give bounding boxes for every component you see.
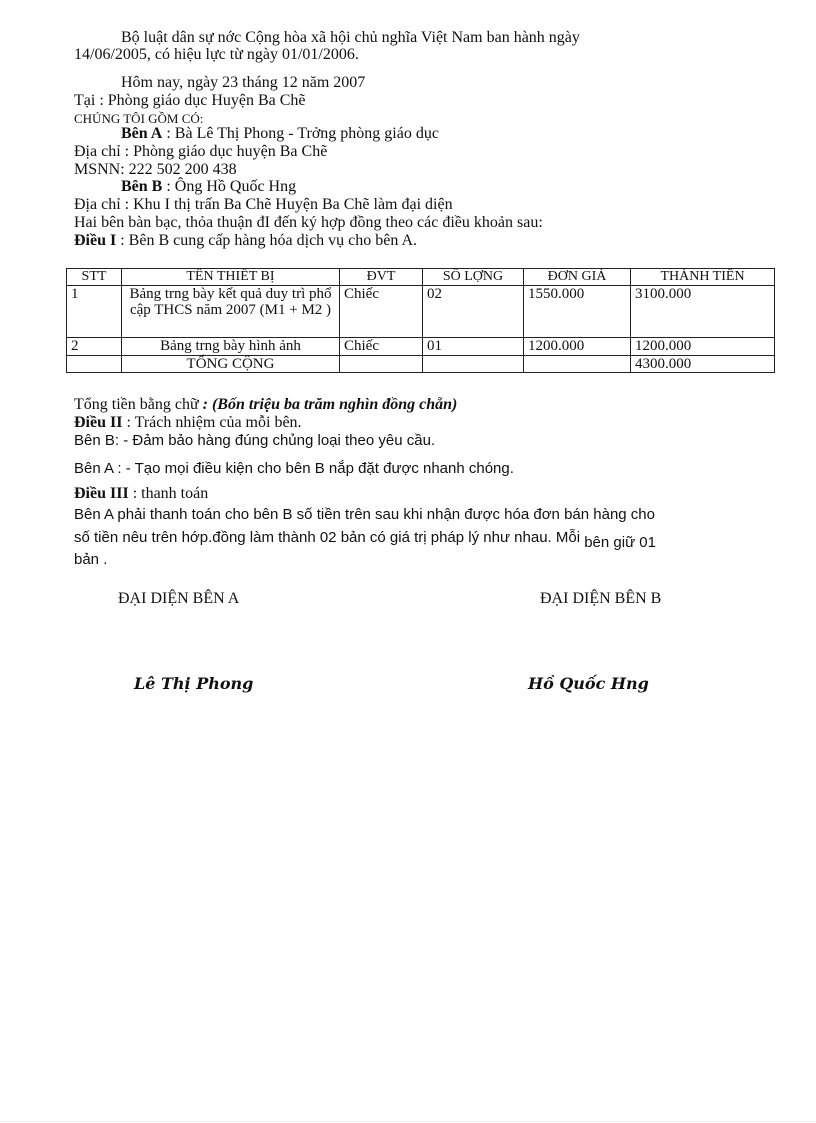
header-total: THÀNH TIỀN: [631, 269, 775, 286]
party-a-address: Địa chỉ : Phòng giáo dục huyện Ba Chẽ: [74, 143, 328, 160]
header-qty: SỐ LỢNG: [423, 269, 524, 286]
rep-a-name: Lê Thị Phong: [134, 674, 254, 693]
party-a-text: : Bà Lê Thị Phong - Trởng phòng giáo dục: [162, 125, 439, 142]
total-label: TỔNG CỘNG: [122, 356, 340, 373]
agreement-line: Hai bên bàn bạc, thỏa thuận đI đến ký hợp đồng theo các điều khoản sau:: [74, 214, 543, 231]
article-1-text: : Bên B cung cấp hàng hóa dịch vụ cho bên A.: [116, 232, 418, 249]
cell-price: 1200.000: [524, 338, 631, 356]
article-1-label: Điều I: [74, 232, 117, 249]
party-b-address: Địa chỉ : Khu I thị trấn Ba Chẽ Huyện Ba Chẽ làm đại diện: [74, 196, 453, 213]
cell-empty: [340, 356, 423, 373]
total-value: 4300.000: [631, 356, 775, 373]
article-3-label: Điều III: [74, 485, 129, 502]
cell-empty: [423, 356, 524, 373]
cell-total: 3100.000: [631, 286, 775, 338]
cell-empty: [67, 356, 122, 373]
party-a-line: [121, 125, 439, 142]
table-header-row: [67, 269, 775, 286]
party-b-text: : Ông Hồ Quốc Hng: [162, 178, 297, 195]
cell-empty: [524, 356, 631, 373]
table-total-row: [67, 356, 775, 373]
place-line: Tại : Phòng giáo dục Huyện Ba Chẽ: [74, 92, 306, 109]
date-line: Hôm nay, ngày 23 tháng 12 năm 2007: [121, 74, 366, 91]
goods-table: [66, 268, 775, 373]
amount-words-prefix: Tổng tiền bằng chữ: [74, 396, 199, 413]
party-b-line: [121, 178, 296, 195]
rep-b-title: ĐẠI DIỆN BÊN B: [540, 590, 662, 607]
party-b-duty: Bên B: - Đảm bảo hàng đúng chủng loại theo yêu cầu.: [74, 432, 436, 449]
payment-line-2a: số tiền nêu trên hớp.đồng làm thành 02 bản có giá trị pháp lý như nhau. Mỗi: [74, 529, 581, 546]
cell-unit: Chiếc: [340, 338, 423, 356]
article-2-label: Điều II: [74, 414, 123, 431]
article-3: [74, 485, 208, 502]
cell-total: 1200.000: [631, 338, 775, 356]
article-2-text: : Trách nhiệm của mỗi bên.: [122, 414, 302, 431]
cell-name: Bảng trng bày hình ảnh: [122, 338, 340, 356]
amount-words: [74, 396, 457, 413]
table-row: [67, 286, 775, 338]
header-unit: ĐVT: [340, 269, 423, 286]
article-3-text: : thanh toán: [128, 485, 209, 502]
payment-line-1: Bên A phải thanh toán cho bên B số tiền trên sau khi nhận được hóa đơn bán hàng cho: [74, 506, 655, 523]
cell-qty: 01: [423, 338, 524, 356]
cell-name: Bảng trng bày kết quả duy trì phổ cập THCS năm 2007 (M1 + M2 ): [122, 286, 340, 338]
payment-line-3: bản .: [74, 551, 108, 568]
payment-line-2: [74, 529, 656, 551]
header-stt: STT: [67, 269, 122, 286]
party-a-duty: Bên A : - Tạo mọi điều kiện cho bên B nắp đặt được nhanh chóng.: [74, 460, 514, 477]
parties-heading: CHÚNG TÔI GỒM CÓ:: [74, 111, 204, 126]
header-price: ĐƠN GIÁ: [524, 269, 631, 286]
article-2: [74, 414, 302, 431]
party-a-tax-id: MSNN: 222 502 200 438: [74, 161, 237, 178]
payment-line-2b: bên giữ 01: [580, 534, 656, 551]
cell-unit: Chiếc: [340, 286, 423, 338]
article-1: [74, 232, 417, 249]
header-name: TÊN THIẾT BỊ: [122, 269, 340, 286]
law-line-1: Bộ luật dân sự nớc Cộng hòa xã hội chủ nghĩa Việt Nam ban hành ngày: [121, 29, 580, 46]
party-b-label: Bên B: [121, 178, 163, 195]
amount-words-value: : (Bốn triệu ba trăm nghìn đồng chẵn): [198, 396, 458, 413]
rep-a-title: ĐẠI DIỆN BÊN A: [118, 590, 240, 607]
rep-b-name: Hồ Quốc Hng: [528, 674, 649, 693]
page-bottom-edge: [0, 1121, 816, 1122]
table-row: [67, 338, 775, 356]
cell-stt: 2: [67, 338, 122, 356]
cell-qty: 02: [423, 286, 524, 338]
cell-price: 1550.000: [524, 286, 631, 338]
law-line-2: 14/06/2005, có hiệu lực từ ngày 01/01/2006.: [74, 46, 359, 63]
cell-stt: 1: [67, 286, 122, 338]
party-a-label: Bên A: [121, 125, 163, 142]
